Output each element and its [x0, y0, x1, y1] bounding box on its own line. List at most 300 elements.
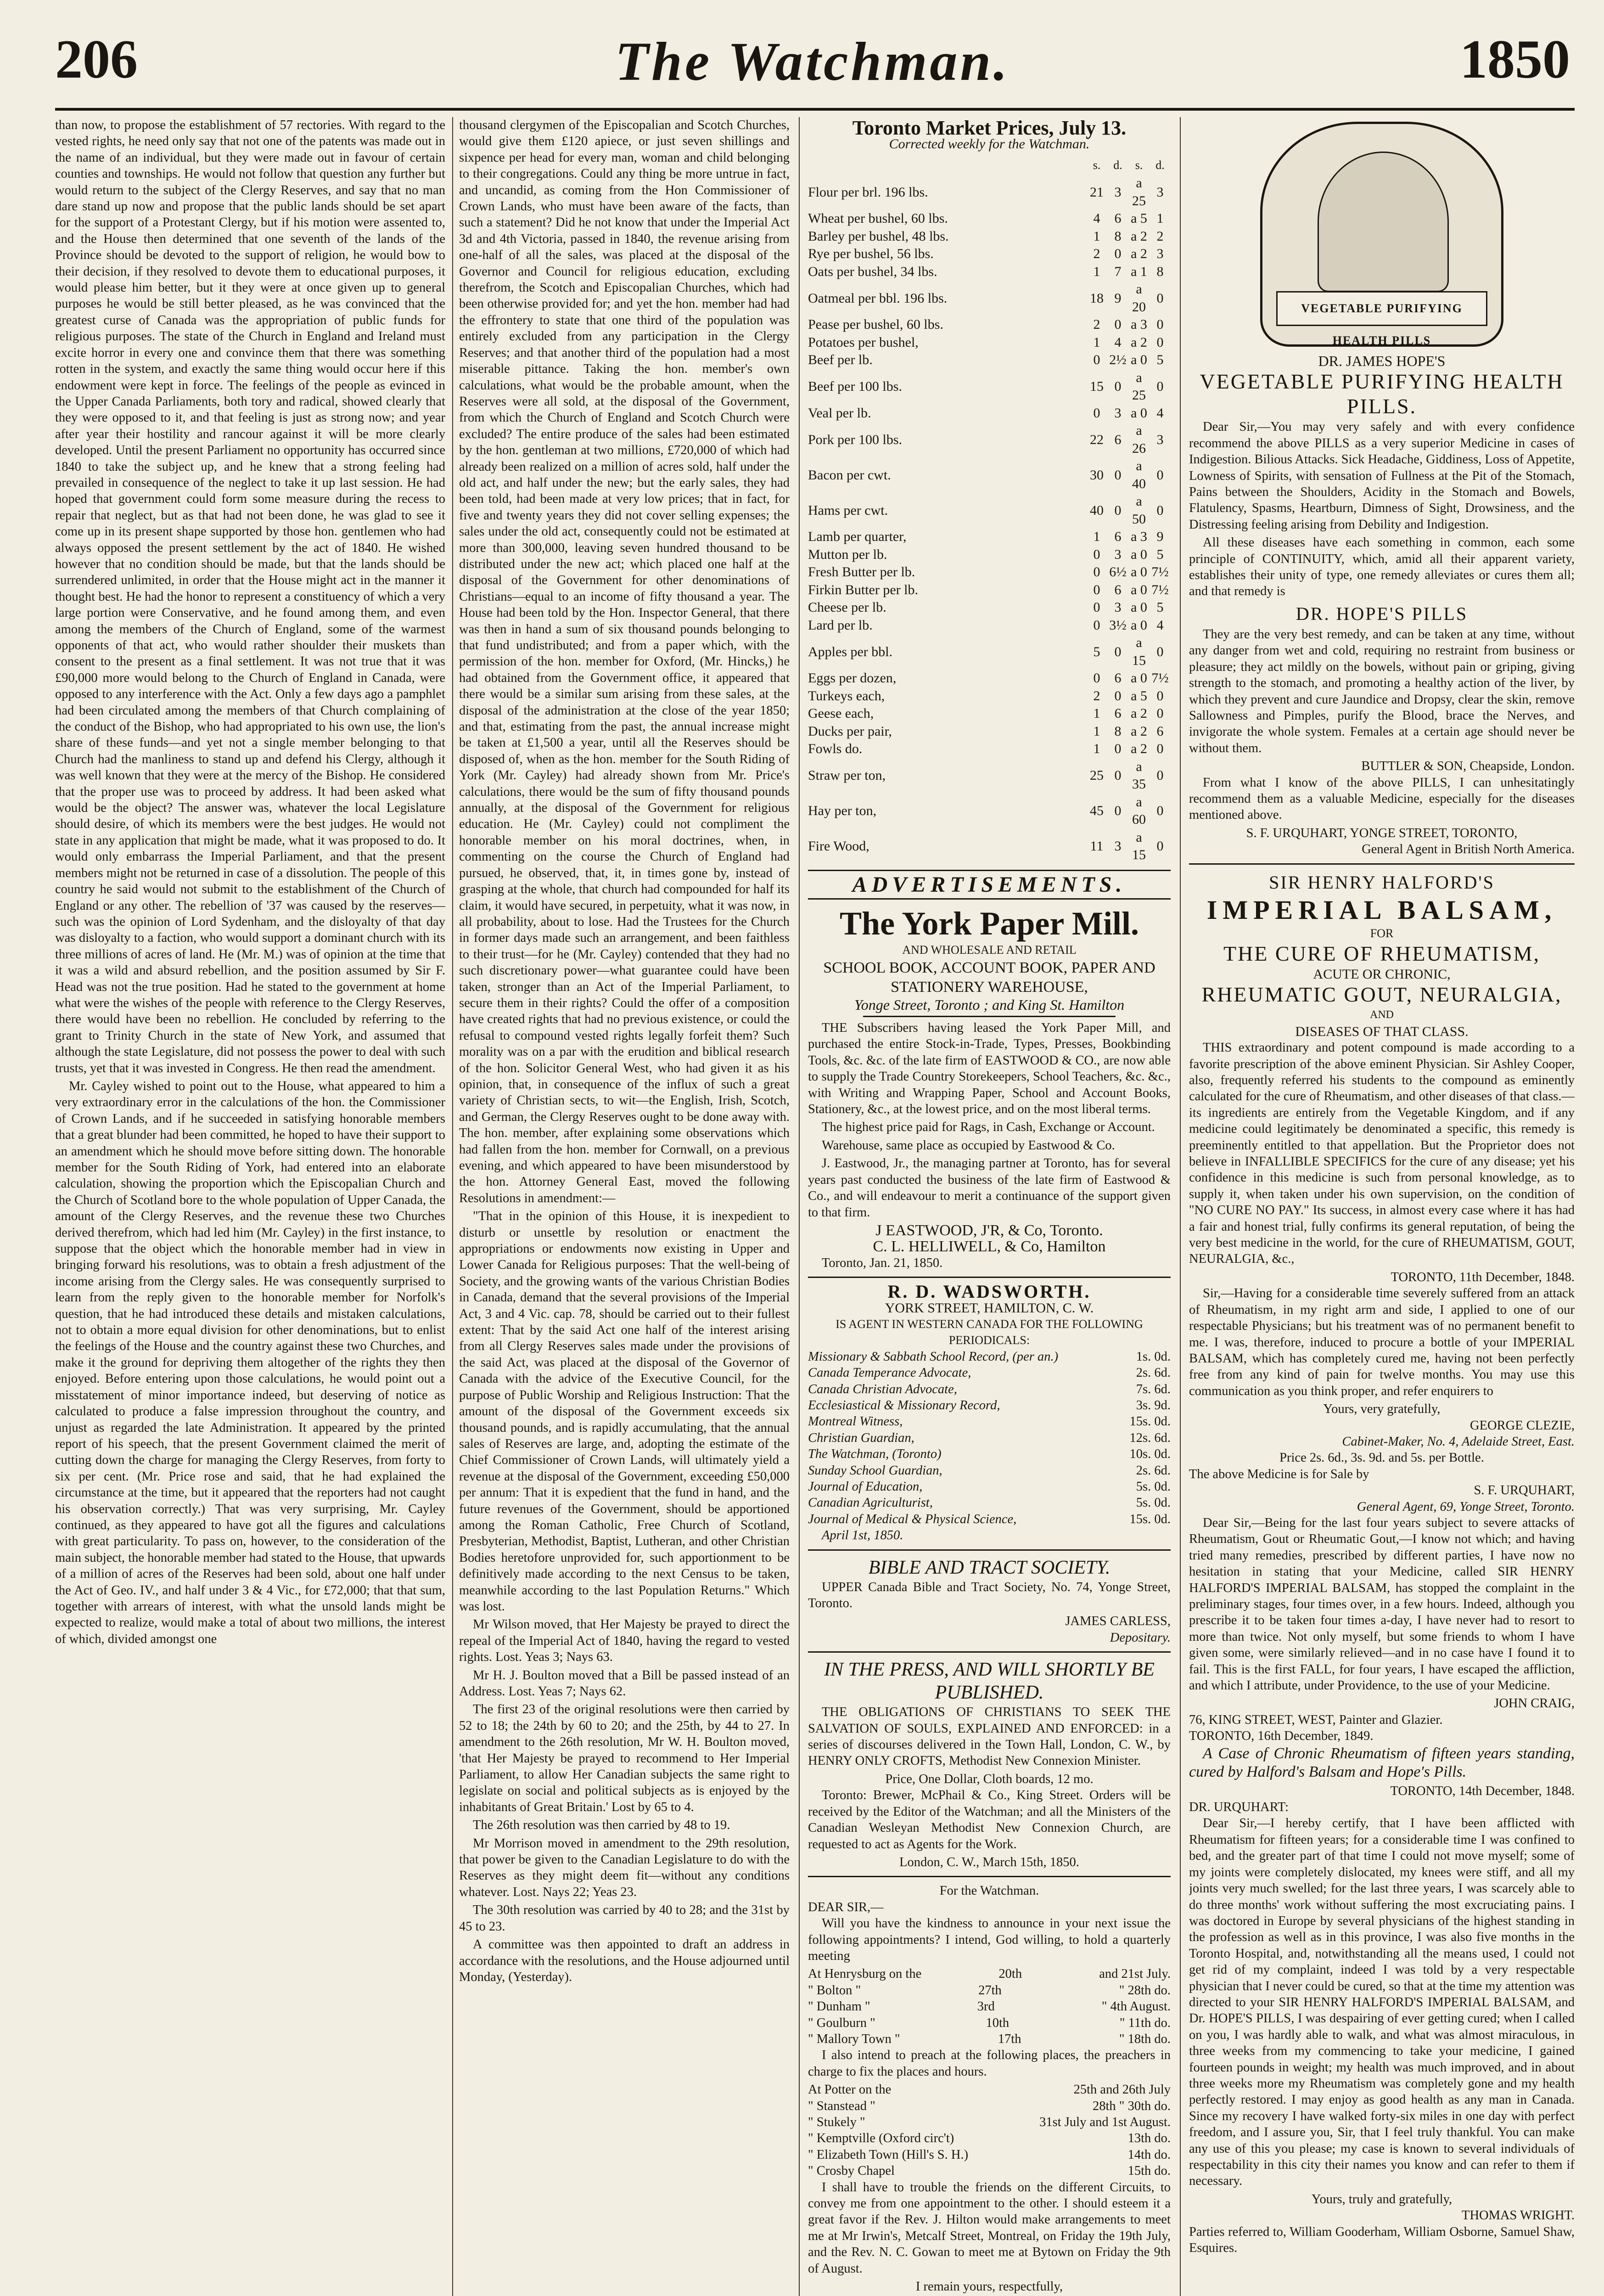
york-line: AND WHOLESALE AND RETAIL	[902, 943, 1077, 957]
market-row	[808, 563, 1171, 581]
schedule-row	[808, 2015, 1171, 2031]
market-row	[808, 687, 1171, 705]
press-body: THE OBLIGATIONS OF CHRISTIANS TO SEEK THE SALVATION OF SOULS, EXPLAINED AND ENFORCED: in a series of discourses delivered in the Town Hall, London, C. W., by HENRY ONLY CROFTS, Methodist New Connexion Minister.	[808, 1705, 1171, 1768]
schedule-d: 25th and 26th July	[1073, 2082, 1171, 2097]
halford-body: THIS extraordinary and potent compound is made according to a favorite prescription of the above eminent Physician. Sir Ashley Cooper, also, frequently referred his students to the compound as eminently calculated for the cure of Rheumatism, and other diseases of that class.—its ingredients are entirely from the Vegetable Kingdom, and if any medicine could legitimately be denominated a specific, this remedy is preeminently entitled to that appellation. But the Proprietor does not believe in INFALLIBLE SPECIFICS for the cure of any disease; yet his confidence in this medicine is such from personal knowledge, as to supply it, when taken under his own supervision, on the condition of "NO CURE NO PAY." Its success, in almost every case where it has had a fair and honest trial, fully confirms its general reputation, of being the very best medicine in the world, for the cure of RHEUMATISM, GOUT, NEURALGIA, &c.,	[1189, 1041, 1575, 1266]
halford-close: Yours, very gratefully,	[1323, 1402, 1441, 1417]
schedule-d: 28th " 30th do.	[1093, 2099, 1171, 2113]
market-value: 4	[1156, 617, 1164, 633]
market-item: Hay per ton,	[808, 803, 877, 819]
section-rule	[808, 1277, 1171, 1278]
halford-diseases: DISEASES OF THAT CLASS.	[1295, 1024, 1469, 1039]
market-value: a 25	[1132, 370, 1146, 403]
market-value: 21	[1090, 184, 1104, 200]
market-value: 2	[1093, 246, 1100, 262]
market-row	[808, 210, 1171, 228]
market-value: 1	[1093, 706, 1100, 721]
schedule-d: 13th do.	[1127, 2131, 1171, 2146]
market-value: 0	[1114, 379, 1122, 394]
york-body: THE Subscribers having leased the York Paper Mill, and purchased the entire Stock-in-Trade, Types, Presses, Bookbinding Tools, &c. &c. of the late firm of EASTWOOD & CO., are now able to supply the Trade Country Storekeepers, School Teachers, &c. &c., with Writing and Wrapping Paper, School and Account Books, Stationery, &c., at the lowest price, and on the most liberal terms.	[808, 1021, 1171, 1117]
market-value: 2	[1093, 688, 1100, 703]
market-row	[808, 758, 1171, 793]
halford-title: IMPERIAL BALSAM,	[1206, 895, 1557, 925]
market-row	[808, 422, 1171, 457]
bible-signature: JAMES CARLESS,	[1065, 1614, 1171, 1629]
market-value: 0	[1114, 688, 1122, 703]
column-divider	[1180, 117, 1181, 2296]
halford-name: SIR HENRY HALFORD'S	[1269, 872, 1495, 893]
emblem-band: VEGETABLE PURIFYING HEALTH PILLS	[1276, 291, 1487, 326]
masthead	[55, 18, 1570, 110]
letter-salutation: DEAR SIR,—	[808, 1900, 884, 1914]
periodical-price: 2s. 6d.	[1136, 1463, 1171, 1478]
schedule-d1: 10th	[986, 2015, 1010, 2030]
market-value: 0	[1093, 352, 1100, 368]
market-value: 0	[1114, 502, 1122, 518]
article-paragraph: than now, to propose the establishment of 57 rectories. With regard to the vested rights, he need only say that not one of the patents was made out in the name of an individual, but they were made out in favour of certain counties and townships. He would not follow that question any further but would return to the subject of the Clergy Reserves, and say that no man dare stand up now and propose that the public lands should be set apart for the support of a Protestant Clergy, but if his motion were assented to, and the House then determined that one seventh of the lands of the Province should be devoted to the support of religion, he would bow to their decision, if they resolved to devote them to educational purposes, it would please him better, but it they were at once given up to general purposes he would be still better pleased, as he was convinced that the greatest curse of Canada was the appropriation of public funds for religious purposes. The state of the Church in England and Ireland must excite horror in every one and convince them that there was something rotten in the system, and exactly the same thing would occur here if this endowment were kept in force. The feelings of the people as evinced in the Upper Canada Parliaments, both tory and radical, showed clearly that they were opposed to it, and that feeling is just as strong now; and year after year their hostility and rancour against it will be more clearly developed. Until the present Parliament no opportunity has occurred since 1840 to take the subject up, and he knew that a strong feeling had prevailed in consequence of the neglect to take it up last session. He had hoped that government could form some measure during the recess to repair that neglect, but as that had not been done, he was glad to see it come up in its present shape supported by those hon. gentlemen who had always opposed the present settlement by the act of 1840. He wished however that no condition should be made, but that the lands should be surrendered unlimited, in order that the House might act in the manner it thought best. He had the honor to represent a constituency of which a very large portion were Conservative, and he found among them, and even among the members of the Church of England, some of the warmest opponents of that act, who would rather shoulder their muskets than consent to the present as a final settlement. It was not true that it was £90,000 more would belong to the Church of England in Canada, were opposed to any interference with the Act. Only a few days ago a pamphlet had been circulated among the members of that Church complaining of the conduct of the Bishop, who had appropriated to his own use, the lion's share of these funds—and yet not a single member belonging to that Church had the manliness to stand up and defend his Clergy, although it was well known that they were at the mercy of the Bishop. He considered that the proper use was to proceed by address. It had been asked what would be the object? The answer was, whatever the local Legislature should desire, of which its members were the best judges. He would not state in any application that might be made, what it was proposed to do. It would only embarrass the Imperial Parliament, and that the present members might not be returned in case of a dissolution. The people of this country he said would not submit to the establishment of the Church of England or any other. The rebellion of '37 was caused by the reserves—such was the opinion of Lord Sydenham, and the disloyalty of that day was disloyalty to a faction, who would support a dominant church with its three millions of acres of land. He (Mr. M.) was of opinion at the time that it was a wild and absurd rebellion, and the position assumed by Sir F. Head was not the true position. Had he stated to the government at home what were the wishes of the people with reference to the Clergy Reserves, there would have been no rebellion. He concluded by referring to the grant to Trinity Church in the state of New York, and assumed that although the state Legislature, did not possess the power to deal with such trusts, yet that it was invested in Congress. He then read the amendment.	[55, 118, 445, 1075]
column-divider	[799, 117, 800, 2296]
section-rule	[863, 1016, 1116, 1017]
hope-subtitle: DR. HOPE'S PILLS	[1296, 603, 1468, 624]
market-value: a 2	[1131, 246, 1147, 262]
article-paragraph: Mr Wilson moved, that Her Majesty be prayed to direct the repeal of the Imperial Act of 1840, having the regard to vested rights. Lost. Yeas 3; Nays 63.	[459, 1617, 790, 1665]
market-value: a 5	[1131, 688, 1147, 703]
market-value: 6	[1114, 432, 1122, 447]
market-value: 0	[1156, 706, 1164, 721]
market-value: 0	[1114, 768, 1122, 783]
periodical-price: 10s. 0d.	[1129, 1447, 1171, 1462]
market-row	[808, 670, 1171, 687]
schedule-place: " Kemptville (Oxford circ't)	[808, 2131, 954, 2146]
market-row	[808, 174, 1171, 210]
market-value: 0	[1114, 741, 1122, 757]
market-value: 1	[1093, 529, 1100, 545]
schedule-row	[808, 2082, 1171, 2098]
market-value: a 0	[1131, 405, 1147, 421]
market-value: a 5	[1131, 211, 1147, 226]
halford-for: FOR	[1370, 926, 1394, 940]
schedule-place: " Bolton "	[808, 1983, 861, 1998]
periodical-price: 1s. 0d.	[1136, 1349, 1171, 1364]
market-value: 6	[1114, 706, 1122, 721]
market-row	[808, 493, 1171, 528]
halford-signature-detail: Cabinet-Maker, No. 4, Adelaide Street, East.	[1342, 1434, 1575, 1449]
market-value: 0	[1156, 317, 1164, 332]
market-header: s.	[1135, 158, 1143, 172]
section-rule	[808, 870, 1171, 871]
hope-body: Dear Sir,—You may very safely and with every confidence recommend the above PILLS as a very superior Medicine in cases of Indigestion. Bilious Attacks. Sick Headache, Giddiness, Loss of Appetite, Lowness of Spirits, with sensation of Fullness at the Pit of the Stomach, Pains between the Shoulders, Acidity in the Stomach and Bowels, Flatulency, Spasms, Heartburn, Dimness of Sight, Drowsiness, and the Distressing feeling arising from Debility and Indigestion.	[1189, 420, 1575, 532]
york-address: Yonge Street, Toronto ; and King St. Hamilton	[854, 996, 1125, 1013]
periodical-title: Ecclesiastical & Missionary Record,	[808, 1398, 1000, 1412]
hope-agent: BUTTLER & SON, Cheapside, London.	[1361, 759, 1575, 774]
periodical-title: Journal of Education,	[808, 1480, 923, 1494]
market-value: a 1	[1131, 264, 1147, 279]
section-rule	[808, 1876, 1171, 1877]
periodical-price: 5s. 0d.	[1136, 1496, 1171, 1510]
schedule-row	[808, 2031, 1171, 2047]
market-value: 3	[1114, 838, 1122, 854]
market-item: Bacon per cwt.	[808, 467, 891, 483]
press-price: Price, One Dollar, Cloth boards, 12 mo.	[885, 1772, 1094, 1786]
market-value: 30	[1090, 467, 1104, 483]
market-value: 0	[1093, 617, 1100, 633]
section-rule	[1189, 863, 1575, 865]
market-row	[808, 793, 1171, 829]
market-value: 2	[1093, 317, 1100, 332]
market-item: Wheat per bushel, 60 lbs.	[808, 211, 948, 226]
press-body: Toronto: Brewer, McPhail & Co., King Street. Orders will be received by the Editor of the Watchman; and all the Ministers of the Canadian Wesleyan Methodist New Connexion Church, are requested to act as Agents for the Work.	[808, 1788, 1171, 1851]
halford-date: TORONTO, 11th December, 1848.	[1391, 1270, 1575, 1284]
market-row	[808, 546, 1171, 564]
periodical-item	[808, 1511, 1171, 1527]
market-row	[808, 457, 1171, 493]
market-header: d.	[1113, 158, 1122, 172]
market-value: 1	[1093, 723, 1100, 739]
market-row	[808, 829, 1171, 864]
market-row	[808, 599, 1171, 617]
halford-agent-detail: General Agent, 69, Yonge Street, Toronto.	[1357, 1499, 1575, 1514]
market-value: 1	[1093, 334, 1100, 350]
market-row	[808, 316, 1171, 334]
market-value: 8	[1156, 264, 1164, 279]
market-item: Beef per 100 lbs.	[808, 379, 902, 394]
article-paragraph: The first 23 of the original resolutions were then carried by 52 to 18; the 24th by 60 to 20; and the 25th, by 44 to 27. In amendment to the 26th resolution, Mr W. H. Boulton moved, 'that Her Majesty be prayed to recommend to Her Imperial Parliament, to allow Her Canadian subjects the same right to legislate on social and political subjects as is enjoyed by the inhabitants of Great Britain.' Lost by 65 to 4.	[459, 1702, 790, 1814]
periodical-item	[808, 1365, 1171, 1381]
market-value: 6½	[1109, 564, 1127, 580]
halford-signature-detail: 76, KING STREET, WEST, Painter and Glazier.	[1189, 1712, 1443, 1727]
market-value: 0	[1093, 405, 1100, 421]
market-item: Apples per bbl.	[808, 644, 893, 659]
market-value: a 20	[1132, 281, 1146, 315]
wadsworth-agent: IS AGENT IN WESTERN CANADA FOR THE FOLLOWING PERIODICALS:	[836, 1317, 1143, 1347]
schedule-row	[808, 2163, 1171, 2179]
emblem-figure	[1318, 152, 1449, 292]
market-value: a 50	[1132, 494, 1146, 527]
market-value: 6	[1114, 211, 1122, 226]
article-paragraph: thousand clergymen of the Episcopalian and Scotch Churches, would give them £120 apiece, or just seven shillings and sixpence per head for every man, woman and child belonging to their congregations. Could any thing be more untrue in fact, and uncandid, as coming from the Hon Commissioner of Crown Lands, who must have been aware of the facts, than such a statement? Did he not know that under the Imperial Act 3d and 4th Victoria, passed in 1840, the revenue arising from one-half of all the sales, was placed at the disposal of the Governor and Council for religious education, excluding therefrom, the Scotch and Episcopalian Churches, which had been otherwise provided for; and yet the hon. member had had the effrontery to state that one third of the population was entirely excluded from any participation in the Clergy Reserves; and that another third of the population had a most miserable pittance. Taking the hon. member's own calculations, what would be the probable amount, when the Reserves were all sold, at the disposal of the Government, from which the Church of England and Scotch Church were excluded? The entire produce of the sales had been estimated by the hon. gentleman at two millions, £720,000 of which had already been realized on a million of acres sold, half under the old act, and half under the new; but the early sales, they had been told, had been made at very low prices; that in fact, for five and twenty years they did not cover selling expenses; the sales under the old act, consequently could not be estimated at more than 300,000, leaving seven hundred thousand to be distributed under the new act; which placed one half at the disposal of the Government for other denominations of Christians—equal to an income of fifty thousand a year. The House had been told by the Hon. Inspector General, that there was then in hand a sum of six thousand pounds belonging to that fund undistributed; and from a paper which, with the permission of the hon. member for Oxford, (Mr. Hincks,) he had obtained from the Government office, it appeared that there would be a similar sum arising from these sales, at the disposal of the administration at the close of the year 1850; and that, estimating from the past, the annual increase might be taken at £1,500 a year, until all the Reserves should be disposed of, when as the hon. member for the South Riding of York (Mr. Cayley) had already shown from Mr. Price's calculations, there would be the sum of fifty thousand pounds annually, at the disposal of the Government for religious education. He (Mr. Cayley) could not compliment the honorable member on his moral doctrines, when, in commenting on the course the Church of England had pursued, he observed, that, it, in times gone by, instead of grasping at the whole, that church had compounded for half its claim, it would have secured, in perpetuity, what it was now, in all probability, about to lose. Had the Trustees for the Church in former days made such an arrangement, and been faithless to their trust—for he (Mr. Cayley) contended that they had no such discretionary power—what guarantee could have been taken, stronger than an Act of the Imperial Parliament, to secure them in their rights? Could the offer of a composition have created rights that had no previous existence, or could the refusal to compound vested rights legally forfeit them? Such morality was on a par with the erudition and biblical research of the hon. Solicitor General West, who had given it as his opinion, that, in consequence of the influx of such a great variety of Christian sects, to wit—the English, Irish, Scotch, and German, the Clergy Reserves ought to be done away with. The hon. member, after explaining some observations which had fallen from the hon. member for Cornwall, on a previous evening, and which appeared to have been misunderstood by the hon. Attorney General East, moved the following Resolutions in amendment:—	[459, 118, 790, 1205]
york-line: SCHOOL BOOK, ACCOUNT BOOK, PAPER AND STATIONERY WAREHOUSE,	[823, 959, 1155, 996]
letter-for: For the Watchman.	[939, 1884, 1039, 1898]
market-item: Fire Wood,	[808, 838, 869, 854]
market-title: Toronto Market Prices, July 13.	[852, 117, 1127, 139]
market-item: Veal per lb.	[808, 405, 871, 421]
market-value: a 25	[1132, 175, 1146, 208]
market-value: a 0	[1131, 352, 1147, 368]
market-item: Lamb per quarter,	[808, 529, 907, 545]
market-item: Barley per bushel, 48 lbs.	[808, 228, 949, 244]
market-item: Fresh Butter per lb.	[808, 564, 915, 580]
market-value: 6	[1114, 582, 1122, 597]
market-value: 9	[1114, 290, 1122, 306]
market-value: a 2	[1131, 723, 1147, 739]
market-value: 3½	[1109, 617, 1127, 633]
market-value: 4	[1093, 211, 1100, 226]
paper-name: The Watchman.	[615, 31, 1010, 92]
periodical-price: 7s. 6d.	[1136, 1382, 1171, 1396]
halford-salutation: DR. URQUHART:	[1189, 1800, 1289, 1815]
york-signature: C. L. HELLIWELL, & Co, Hamilton	[873, 1238, 1106, 1255]
hope-role: General Agent in British North America.	[1362, 842, 1575, 857]
periodical-price: 2s. 6d.	[1136, 1366, 1171, 1380]
halford-case-heading: A Case of Chronic Rheumatism of fifteen years standing, cured by Halford's Balsam and Hope's Pills.	[1189, 1745, 1575, 1780]
halford-letter: Dear Sir,—I hereby certify, that I have been afflicted with Rheumatism for fifteen years; for a considerable time I was confined to bed, and the greater part of that time I could not move myself; some of my joints were completely dislocated, my knees were stiff, and all my joints very much swelled; for the last three years, I was scarcely able to do three months' work without suffering the most excruciating pains. I was doctored in Europe by several physicians of the highest standing in the profession as well as in this province, I was also five months in the Toronto Hospital, and, notwithstanding all the means used, I could not get rid of my complaint, indeed I was told by a very respectable physician that I never could be cured, so that at the time my attention was directed to your SIR HENRY HALFORD'S IMPERIAL BALSAM, and Dr. HOPE'S PILLS, I was despairing of ever getting cured; when I called on you, I was hardly able to walk, and what was almost miraculous, in three weeks from my commencing to take your medicine, I gained fourteen pounds in weight; my health was much improved, and in about three weeks more my Rheumatism was completely gone and my health perfectly restored. I may enjoy as good health as any man in Canada. Since my recovery I have walked forty-six miles in one day with perfect freedom, and I assure you, Sir, that I feel truly thankful. You can make any use of this you please; my case is known to several individuals of respectability in this city their names you know and can refer to them if necessary.	[1189, 1816, 1575, 2189]
york-body: Warehouse, same place as occupied by Eastwood & Co.	[822, 1138, 1115, 1153]
bible-body: UPPER Canada Bible and Tract Society, No. 74, Yonge Street, Toronto.	[808, 1580, 1171, 1611]
market-value: 7½	[1151, 582, 1169, 597]
market-item: Firkin Butter per lb.	[808, 582, 918, 597]
column-3-market-ads	[808, 117, 1171, 2296]
schedule-row	[808, 2147, 1171, 2163]
periodical-price: 3s. 9d.	[1136, 1398, 1171, 1412]
periodical-title: Sunday School Guardian,	[808, 1463, 942, 1478]
schedule-row	[808, 2114, 1171, 2130]
market-value: a 60	[1132, 794, 1146, 827]
hope-signature: S. F. URQUHART, YONGE STREET, TORONTO,	[1246, 826, 1518, 840]
market-value: 22	[1090, 432, 1104, 447]
market-value: 7½	[1151, 670, 1169, 686]
schedule-place: " Elizabeth Town (Hill's S. H.)	[808, 2147, 969, 2162]
market-value: a 0	[1131, 600, 1147, 615]
market-item: Oatmeal per bbl. 196 lbs.	[808, 290, 948, 306]
york-date: Toronto, Jan. 21, 1850.	[822, 1255, 943, 1270]
market-item: Flour per brl. 196 lbs.	[808, 184, 928, 200]
market-item: Straw per ton,	[808, 768, 886, 783]
market-item: Potatoes per bushel,	[808, 334, 919, 350]
market-row	[808, 723, 1171, 741]
periodical-item	[808, 1479, 1171, 1495]
market-row	[808, 351, 1171, 369]
bible-role: Depositary.	[1110, 1630, 1171, 1645]
schedule-place: At Potter on the	[808, 2082, 892, 2097]
market-item: Pease per bushel, 60 lbs.	[808, 317, 943, 332]
market-value: 0	[1156, 467, 1164, 483]
market-value: 4	[1156, 405, 1164, 421]
market-value: a 2	[1131, 706, 1147, 721]
schedule-row	[808, 1998, 1171, 2015]
article-paragraph: The 30th resolution was carried by 40 to 28; and the 31st by 45 to 23.	[459, 1903, 790, 1934]
article-paragraph: "That in the opinion of this House, it is inexpedient to disturb or unsettle by resolution or enactment the appropriations or endowments now existing in Upper and Lower Canada for Religious purposes: That the well-being of Society, and the growing wants of the various Christian Bodies in Canada, demand that the several provisions of the Imperial Act, 3 and 4 Vic. cap. 78, should be carried out to their fullest extent: That by the said Act one half of the interest arising from all Clergy Reserves sales made under the provisions of the said Act, was placed at the disposal of the Governor of Canada with the advice of the Executive Council, for the purpose of Public Worship and Religious Instruction: That the amount of the disposal of the Government exceeds six thousand pounds, and is rapidly accumulating, that the annual sales of Reserves are large, and, adopting the estimate of the Chief Commissioner of Crown Lands, will ultimately yield a revenue at the disposal of the Government, exceeding £50,000 per annum: That it is expedient that the fund in hand, and the future revenues of the Government, should be apportioned among the Roman Catholic, Free Church of Scotland, Presbyterian, Methodist, Baptist, Lutheran, and other Christian Bodies heretofore unprovided for, such apportionment to be definitively made according to the next Census to be taken, meanwhile according to the last Population Returns." Which was lost.	[459, 1209, 790, 1614]
schedule-d: 31st July and 1st August.	[1039, 2115, 1171, 2129]
wadsworth-address: YORK STREET, HAMILTON, C. W.	[885, 1300, 1094, 1316]
market-item: Mutton per lb.	[808, 546, 887, 562]
market-value: 5	[1156, 352, 1164, 368]
halford-letter: Dear Sir,—Being for the last four years subject to severe attacks of Rheumatism, Gout or Rheumatic Gout,—I know not which; and having tried many remedies, prescribed by different parties, I have now no hesitation in stating that your Medicine, called SIR HENRY HALFORD'S IMPERIAL BALSAM, has stopped the complaint in the preliminary stages, four times over, in a few hours. Indeed, although you prescribe it to be taken four times a-day, I have never had to resort to more than twice. Not only myself, but some friends to whom I have given some, were similarly relieved—and in no case have I found it to fail. This is the first FALL, for four years, I have escaped the affliction, and which I attribute, under Providence, to the use of your Medicine.	[1189, 1515, 1575, 1693]
market-value: 1	[1093, 741, 1100, 757]
market-item: Oats per bushel, 34 lbs.	[808, 264, 937, 279]
market-value: 0	[1114, 246, 1122, 262]
market-value: 15	[1090, 379, 1104, 394]
schedule-place: " Stanstead "	[808, 2099, 875, 2113]
market-value: 0	[1114, 803, 1122, 819]
market-value: a 0	[1131, 582, 1147, 597]
market-value: 3	[1114, 184, 1122, 200]
press-heading: IN THE PRESS, AND WILL SHORTLY BE PUBLISHED.	[824, 1659, 1155, 1704]
market-value: 45	[1090, 803, 1104, 819]
article-paragraph: Mr. Cayley wished to point out to the House, what appeared to him a very extraordinary error in the calculations of the hon. the Commissioner of Crown Lands, and if he succeeded in satisfying honorable members that a great blunder had been committed, he hoped to have their support to an amendment which he should move before sitting down. The honorable member for the South Riding of York, had entered into an elaborate calculation, showing the proportion which the Episcopalian Church and the Church of Scotland bore to the whole population of Upper Canada, the amount of the Clergy Reserves, and the revenue these two Churches derived therefrom, which had led him (Mr. Cayley) in the first instance, to suppose that the object which the honorable member had in view in bringing forward his resolutions, was to obtain a fresh adjustment of the income arising from the Clergy sales. He was consequently surprised to learn from the reply given to the honorable member for Norfolk's question, that he had introduced these details and mistaken calculations, not to obtain a more equal division for other denominations, but to enlist the feelings of the House and the country against these two Churches, and make it the ground for depriving them altogether of the rights they then enjoyed. Before entering upon those calculations, he would point out a misstatement of minor importance indeed, but deserving of notice as calculated to produce a false impression throughout the country, and unjust as regarded the late Administration. It appeared by the printed report of his speech, that the present Government claimed the merit of cutting down the charge for managing the Clergy Reserves, from forty to six per cent. (Mr. Price rose and said, that he had explained the circumstance at the time, but it appeared that the reporters had not caught his observation correctly.) That was very surprising, Mr. Cayley continued, as they appeared to have got all the figures and calculations with great particularity. To pass on, however, to the consideration of the main subject, the honorable member had stated to the House, that upwards of a million of acres of the Reserves had been sold, about one half under the Act of Geo. IV., and half under 3 & 4 Vic., for £72,000; that that sum, together with arrears of interest, with what the unsold lands might be expected to realize, would make a total of about two millions, the interest of which, divided amongst one	[55, 1079, 445, 1646]
market-value: 3	[1156, 184, 1164, 200]
market-row	[808, 369, 1171, 405]
market-value: 2	[1156, 228, 1164, 244]
hope-title: VEGETABLE PURIFYING HEALTH PILLS.	[1200, 370, 1564, 418]
market-value: a 2	[1131, 334, 1147, 350]
market-row	[808, 705, 1171, 723]
market-value: 3	[1156, 432, 1164, 447]
market-value: 0	[1156, 379, 1164, 394]
halford-signature: GEORGE CLEZIE,	[1470, 1418, 1575, 1433]
market-value: 3	[1156, 246, 1164, 262]
market-row	[808, 228, 1171, 246]
periodical-title: Missionary & Sabbath School Record, (per an.)	[808, 1349, 1059, 1364]
page-number: 206	[55, 28, 138, 90]
market-value: 0	[1156, 502, 1164, 518]
market-item: Turkeys each,	[808, 688, 885, 703]
market-item: Hams per cwt.	[808, 502, 888, 518]
market-value: a 2	[1131, 228, 1147, 244]
market-value: a 40	[1132, 458, 1146, 491]
market-value: a 0	[1131, 617, 1147, 633]
york-body: J. Eastwood, Jr., the managing partner at Toronto, has for several years past conducted the business of the late firm of Eastwood & Co., and will endeavour to merit a continuance of the support given to that firm.	[808, 1156, 1171, 1220]
market-value: 4	[1114, 334, 1122, 350]
market-item: Cheese per lb.	[808, 600, 886, 615]
halford-price: Price 2s. 6d., 3s. 9d. and 5s. per Bottle.	[1279, 1451, 1484, 1465]
market-value: 6	[1114, 529, 1122, 545]
market-row	[808, 740, 1171, 758]
halford-agent: S. F. URQUHART,	[1474, 1483, 1575, 1498]
market-row	[808, 581, 1171, 599]
schedule-d1: 27th	[978, 1983, 1002, 1998]
market-value: 5	[1093, 644, 1100, 659]
halford-close: Yours, truly and gratefully,	[1311, 2192, 1453, 2206]
periodical-item	[808, 1430, 1171, 1446]
hope-body: All these diseases have each something in common, each some principle of CONTINUITY, which, amid all their apparent variety, establishes their unity of type, one remedy alleviates or cures them all; and that remedy is	[1189, 535, 1575, 599]
halford-and: AND	[1370, 1009, 1394, 1021]
market-header: s.	[1093, 158, 1101, 172]
hope-body: From what I know of the above PILLS, I can unhesitatingly recommend them as a valuable Medicine, especially for the diseases mentioned above.	[1189, 775, 1575, 822]
market-value: 8	[1114, 228, 1122, 244]
market-value: a 3	[1131, 529, 1147, 545]
york-paper-mill-title: The York Paper Mill.	[840, 905, 1139, 942]
market-value: 1	[1093, 264, 1100, 279]
letter-body: I also intend to preach at the following places, the preachers in charge to fix the places and hours.	[808, 2048, 1171, 2079]
market-value: 0	[1156, 688, 1164, 703]
article-paragraph: A committee was then appointed to draft an address in accordance with the resolutions, and the House adjourned until Monday, (Yesterday).	[459, 1937, 790, 1984]
schedule-place: " Stukely "	[808, 2115, 865, 2129]
schedule-row	[808, 2130, 1171, 2146]
schedule-d2: and 21st July.	[1099, 1967, 1171, 1981]
market-value: 2½	[1109, 352, 1127, 368]
schedule-d2: " 4th August.	[1101, 1999, 1171, 2014]
market-value: 5	[1156, 546, 1164, 562]
periodical-price: 15s. 0d.	[1129, 1414, 1171, 1429]
market-row	[808, 281, 1171, 316]
hope-name: DR. JAMES HOPE'S	[1318, 353, 1446, 369]
schedule-d2: " 11th do.	[1119, 2015, 1171, 2030]
periodical-item	[808, 1463, 1171, 1479]
schedule-place: " Mallory Town "	[808, 2032, 900, 2046]
periodical-item	[808, 1495, 1171, 1511]
market-value: 25	[1090, 768, 1104, 783]
periodical-item	[808, 1413, 1171, 1429]
market-value: 3	[1114, 405, 1122, 421]
meeting-schedule	[808, 1966, 1171, 2047]
market-value: 0	[1093, 546, 1100, 562]
market-item: Geese each,	[808, 706, 874, 721]
market-value: 0	[1093, 582, 1100, 597]
periodical-title: Canada Christian Advocate,	[808, 1382, 957, 1396]
periodicals-list	[808, 1349, 1171, 1527]
halford-cure: THE CURE OF RHEUMATISM,	[1223, 941, 1541, 965]
issue-year: 1850	[1460, 28, 1570, 90]
market-value: 3	[1114, 546, 1122, 562]
market-value: 7	[1114, 264, 1122, 279]
market-row	[808, 405, 1171, 422]
wadsworth-date: April 1st, 1850.	[822, 1528, 903, 1543]
periodical-price: 5s. 0d.	[1136, 1480, 1171, 1494]
market-value: 8	[1114, 723, 1122, 739]
periodical-price: 12s. 6d.	[1129, 1430, 1171, 1445]
halford-signature: JOHN CRAIG,	[1494, 1696, 1575, 1711]
letter-body: Will you have the kindness to announce in your next issue the following appointments? I intend, God willing, to hold a quarterly meeting	[808, 1916, 1171, 1963]
market-value: 5	[1156, 600, 1164, 615]
schedule-d1: 3rd	[977, 1999, 995, 2014]
periodical-title: The Watchman, (Toronto)	[808, 1447, 942, 1462]
periodical-title: Montreal Witness,	[808, 1414, 903, 1429]
market-row	[808, 263, 1171, 281]
market-value: 40	[1090, 502, 1104, 518]
halford-others: RHEUMATIC GOUT, NEURALGIA,	[1201, 983, 1562, 1007]
market-value: 7½	[1151, 564, 1169, 580]
market-value: 0	[1093, 600, 1100, 615]
schedule-d2: " 18th do.	[1119, 2032, 1171, 2046]
periodical-item	[808, 1349, 1171, 1365]
article-paragraph: Mr H. J. Boulton moved that a Bill be passed instead of an Address. Lost. Yeas 7; Nays 62.	[459, 1668, 790, 1699]
york-signature: J EASTWOOD, J'R, & Co, Toronto.	[875, 1221, 1103, 1239]
market-value: 18	[1090, 290, 1104, 306]
letter-body: I shall have to trouble the friends on the different Circuits, to convey me from one appointment to the other. I should esteem it a great favor if the Rev. J. Hilton would make arrangements to meet me at Mr Irwin's, Metcalf Street, Montreal, on Friday the 19th July, and the Rev. N. C. Gowan to meet me at Bytown on Friday the 9th of August.	[808, 2180, 1171, 2276]
halford-signature: THOMAS WRIGHT.	[1462, 2208, 1575, 2223]
column-2-article	[459, 117, 790, 2296]
schedule-d: 14th do.	[1127, 2147, 1171, 2162]
market-value: 9	[1156, 529, 1164, 545]
market-value: 0	[1156, 644, 1164, 659]
schedule-place: " Dunham "	[808, 1999, 870, 2014]
periodical-title: Canada Temperance Advocate,	[808, 1366, 971, 1380]
schedule-row	[808, 1982, 1171, 1998]
market-value: 0	[1156, 290, 1164, 306]
market-value: 0	[1114, 317, 1122, 332]
halford-date: TORONTO, 16th December, 1849.	[1189, 1729, 1374, 1744]
periodical-item	[808, 1397, 1171, 1413]
market-value: 0	[1156, 838, 1164, 854]
halford-footer: Parties referred to, William Gooderham, William Osborne, Samuel Shaw, Esquires.	[1189, 2224, 1575, 2256]
article-paragraph: Mr Morrison moved in amendment to the 29th resolution, that power be given to the Canadian Legislature to do with the Reserves as they might deem fit—without any conditions whatever. Lost. Nays 22; Yeas 23.	[459, 1836, 790, 1899]
periodical-price: 15s. 0d.	[1129, 1512, 1171, 1526]
schedule-row	[808, 1966, 1171, 1982]
column-4-medical-ads	[1189, 117, 1575, 2296]
halford-kind: ACUTE OR CHRONIC,	[1313, 966, 1451, 982]
market-value: a 2	[1131, 741, 1147, 757]
halford-sold: The above Medicine is for Sale by	[1189, 1467, 1369, 1481]
advertisements-heading: ADVERTISEMENTS.	[852, 872, 1127, 897]
market-subtitle: Corrected weekly for the Watchman.	[889, 136, 1090, 152]
market-value: a 35	[1132, 759, 1146, 792]
section-rule	[808, 898, 1171, 900]
market-value: a 0	[1131, 670, 1147, 686]
market-value: a 15	[1132, 635, 1146, 668]
market-value: a 15	[1132, 829, 1146, 863]
market-row	[808, 528, 1171, 546]
market-value: 0	[1114, 467, 1122, 483]
